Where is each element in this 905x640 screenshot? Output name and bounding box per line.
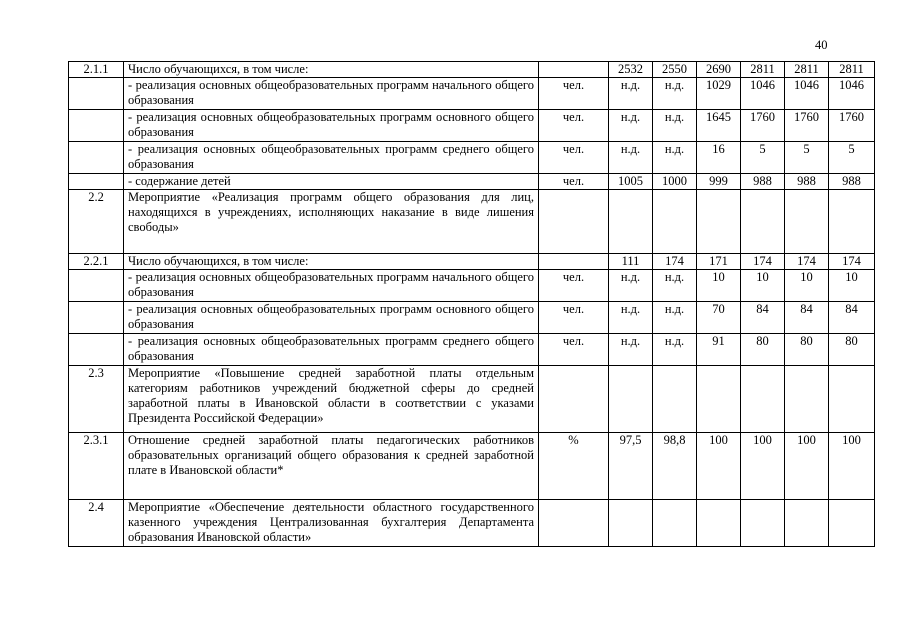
table-row: [69, 500, 875, 547]
row-unit: чел.: [539, 78, 609, 110]
value-cell: [785, 366, 829, 433]
row-number: [69, 302, 124, 334]
value-cell: 2690: [697, 62, 741, 78]
value-cell: [653, 366, 697, 433]
row-description: - реализация основных общеобразовательных программ среднего общего образования: [124, 142, 539, 174]
value-cell: [829, 190, 875, 254]
value-cell: 2811: [785, 62, 829, 78]
value-cell: н.д.: [653, 302, 697, 334]
value-cell: 988: [741, 174, 785, 190]
value-cell: 1046: [785, 78, 829, 110]
value-cell: 80: [785, 334, 829, 366]
row-description: Мероприятие «Реализация программ общего образования для лиц, находящихся в учреждениях, исполняющих наказание в виде лишения свободы»: [124, 190, 539, 254]
row-description: - реализация основных общеобразовательных программ основного общего образования: [124, 302, 539, 334]
value-cell: [609, 366, 653, 433]
row-unit: чел.: [539, 174, 609, 190]
value-cell: 174: [741, 254, 785, 270]
value-cell: 80: [741, 334, 785, 366]
value-cell: 999: [697, 174, 741, 190]
table-row: [69, 78, 875, 110]
value-cell: 1029: [697, 78, 741, 110]
value-cell: [829, 500, 875, 547]
value-cell: н.д.: [653, 110, 697, 142]
value-cell: н.д.: [609, 302, 653, 334]
row-description: Мероприятие «Обеспечение деятельности областного государственного казенного учреждения Централизованная бухгалтерия Департамента образования Ивановской области»: [124, 500, 539, 547]
value-cell: 91: [697, 334, 741, 366]
value-cell: 97,5: [609, 433, 653, 500]
row-description: Мероприятие «Повышение средней заработной платы отдельным категориям работников учреждений бюджетной сферы до средней заработной платы в Ивановской области в соответствии с указами Президента Российской Федерации»: [124, 366, 539, 433]
row-unit: чел.: [539, 142, 609, 174]
row-unit: [539, 254, 609, 270]
value-cell: н.д.: [653, 270, 697, 302]
value-cell: н.д.: [653, 142, 697, 174]
value-cell: 10: [741, 270, 785, 302]
row-number: [69, 142, 124, 174]
row-description: Число обучающихся, в том числе:: [124, 62, 539, 78]
row-description: - реализация основных общеобразовательных программ начального общего образования: [124, 270, 539, 302]
table-row: [69, 174, 875, 190]
table-row: [69, 366, 875, 433]
value-cell: [653, 500, 697, 547]
row-number: [69, 174, 124, 190]
value-cell: 100: [697, 433, 741, 500]
value-cell: [829, 366, 875, 433]
value-cell: [697, 366, 741, 433]
table-row: [69, 334, 875, 366]
value-cell: н.д.: [609, 270, 653, 302]
row-unit: [539, 366, 609, 433]
value-cell: 988: [785, 174, 829, 190]
value-cell: 2811: [741, 62, 785, 78]
row-description: Число обучающихся, в том числе:: [124, 254, 539, 270]
row-number: 2.2: [69, 190, 124, 254]
row-number: 2.3.1: [69, 433, 124, 500]
value-cell: н.д.: [653, 334, 697, 366]
row-number: [69, 110, 124, 142]
value-cell: 1645: [697, 110, 741, 142]
value-cell: 10: [697, 270, 741, 302]
value-cell: 1000: [653, 174, 697, 190]
value-cell: [785, 500, 829, 547]
row-unit: %: [539, 433, 609, 500]
table-row: [69, 433, 875, 500]
table-row: [69, 62, 875, 78]
page-number: 40: [815, 38, 828, 52]
value-cell: 80: [829, 334, 875, 366]
table-row: [69, 142, 875, 174]
value-cell: 84: [785, 302, 829, 334]
value-cell: н.д.: [609, 142, 653, 174]
value-cell: [609, 190, 653, 254]
value-cell: 5: [829, 142, 875, 174]
value-cell: 84: [741, 302, 785, 334]
value-cell: 2532: [609, 62, 653, 78]
table-row: [69, 270, 875, 302]
value-cell: [741, 190, 785, 254]
row-unit: [539, 62, 609, 78]
row-number: [69, 270, 124, 302]
value-cell: 174: [653, 254, 697, 270]
indicators-table: [68, 61, 875, 547]
value-cell: 100: [829, 433, 875, 500]
row-unit: чел.: [539, 270, 609, 302]
row-unit: [539, 190, 609, 254]
value-cell: 84: [829, 302, 875, 334]
value-cell: [697, 190, 741, 254]
row-unit: чел.: [539, 110, 609, 142]
row-unit: чел.: [539, 334, 609, 366]
table-row: [69, 110, 875, 142]
value-cell: 100: [741, 433, 785, 500]
value-cell: 10: [785, 270, 829, 302]
value-cell: 98,8: [653, 433, 697, 500]
value-cell: 1046: [741, 78, 785, 110]
value-cell: н.д.: [609, 110, 653, 142]
value-cell: 1760: [741, 110, 785, 142]
value-cell: [785, 190, 829, 254]
value-cell: 70: [697, 302, 741, 334]
row-unit: чел.: [539, 302, 609, 334]
row-unit: [539, 500, 609, 547]
row-description: - содержание детей: [124, 174, 539, 190]
table-row: [69, 254, 875, 270]
value-cell: 111: [609, 254, 653, 270]
row-description: Отношение средней заработной платы педагогических работников образовательных организаций общего образования к средней заработной плате в Ивановской области*: [124, 433, 539, 500]
value-cell: н.д.: [609, 78, 653, 110]
value-cell: 2811: [829, 62, 875, 78]
value-cell: 174: [785, 254, 829, 270]
value-cell: 174: [829, 254, 875, 270]
table-row: [69, 190, 875, 254]
row-number: 2.3: [69, 366, 124, 433]
value-cell: 2550: [653, 62, 697, 78]
value-cell: 100: [785, 433, 829, 500]
value-cell: [741, 500, 785, 547]
table-row: [69, 302, 875, 334]
row-description: - реализация основных общеобразовательных программ основного общего образования: [124, 110, 539, 142]
row-number: 2.4: [69, 500, 124, 547]
value-cell: [653, 190, 697, 254]
row-description: - реализация основных общеобразовательных программ среднего общего образования: [124, 334, 539, 366]
row-number: 2.1.1: [69, 62, 124, 78]
value-cell: н.д.: [609, 334, 653, 366]
value-cell: [741, 366, 785, 433]
value-cell: 16: [697, 142, 741, 174]
value-cell: 1760: [829, 110, 875, 142]
value-cell: 1005: [609, 174, 653, 190]
value-cell: 5: [785, 142, 829, 174]
row-number: [69, 334, 124, 366]
value-cell: н.д.: [653, 78, 697, 110]
value-cell: 1760: [785, 110, 829, 142]
value-cell: 171: [697, 254, 741, 270]
value-cell: 10: [829, 270, 875, 302]
value-cell: [609, 500, 653, 547]
row-description: - реализация основных общеобразовательных программ начального общего образования: [124, 78, 539, 110]
value-cell: 5: [741, 142, 785, 174]
row-number: 2.2.1: [69, 254, 124, 270]
value-cell: 1046: [829, 78, 875, 110]
value-cell: [697, 500, 741, 547]
value-cell: 988: [829, 174, 875, 190]
row-number: [69, 78, 124, 110]
